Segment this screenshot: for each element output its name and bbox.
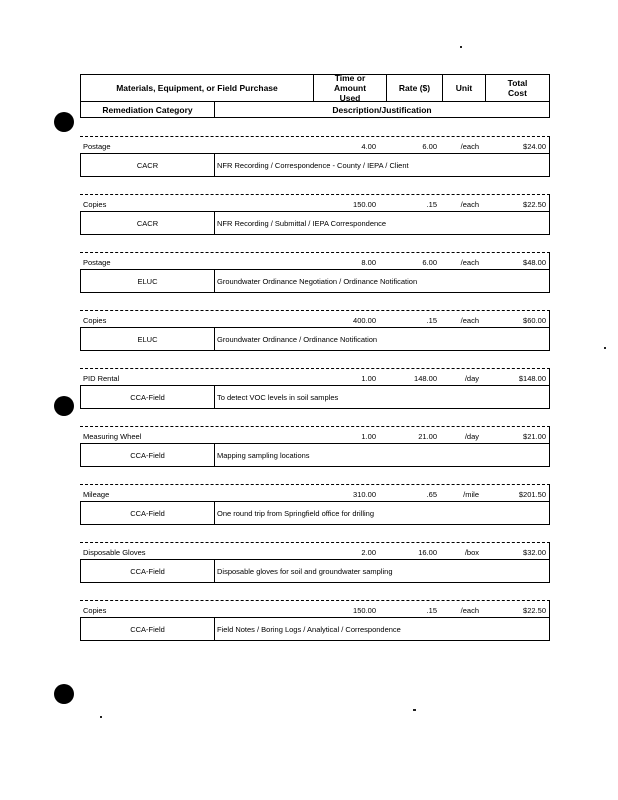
rate-value: .15 — [426, 200, 437, 209]
rate-value: 6.00 — [422, 258, 437, 267]
total-cost: $201.50 — [518, 490, 546, 499]
total-cost: $32.00 — [523, 548, 546, 557]
amount-used: 1.00 — [361, 374, 376, 383]
description: Groundwater Ordinance Negotiation / Ordinance Notification — [217, 277, 418, 286]
total-cost: $21.00 — [523, 432, 546, 441]
punch-hole-bottom — [54, 684, 74, 704]
remediation-category: CCA-Field — [130, 567, 165, 576]
remediation-category: CACR — [136, 219, 159, 228]
unit-value: /each — [460, 200, 479, 209]
punch-hole-top — [54, 112, 74, 132]
rate-value: 21.00 — [418, 432, 437, 441]
line-item — [80, 600, 550, 646]
unit-value: /mile — [463, 490, 479, 499]
item-name: Postage — [83, 142, 111, 151]
punch-hole-middle — [54, 396, 74, 416]
header-time: Time or Amount Used — [333, 73, 367, 103]
total-cost: $22.50 — [523, 200, 546, 209]
line-item — [80, 542, 550, 588]
total-cost: $48.00 — [523, 258, 546, 267]
item-name: Copies — [83, 200, 107, 209]
unit-value: /each — [460, 142, 479, 151]
item-name: Copies — [83, 606, 107, 615]
line-item — [80, 368, 550, 414]
amount-used: 8.00 — [361, 258, 376, 267]
total-cost: $60.00 — [523, 316, 546, 325]
description: Disposable gloves for soil and groundwater sampling — [217, 567, 393, 576]
total-cost: $24.00 — [523, 142, 546, 151]
header-materials: Materials, Equipment, or Field Purchase — [116, 83, 278, 93]
header-rate: Rate ($) — [398, 83, 431, 93]
amount-used: 2.00 — [361, 548, 376, 557]
header-total: Total Cost — [507, 78, 528, 98]
remediation-category: CCA-Field — [130, 625, 165, 634]
description: NFR Recording / Submittal / IEPA Correspondence — [217, 219, 387, 228]
unit-value: /each — [460, 258, 479, 267]
remediation-category: ELUC — [137, 335, 158, 344]
line-item — [80, 484, 550, 530]
total-cost: $148.00 — [518, 374, 546, 383]
rate-value: .15 — [426, 606, 437, 615]
item-name: PID Rental — [83, 374, 120, 383]
amount-used: 400.00 — [353, 316, 376, 325]
description: One round trip from Springfield office for drilling — [217, 509, 375, 518]
rate-value: .65 — [426, 490, 437, 499]
unit-value: /day — [464, 432, 479, 441]
line-item — [80, 310, 550, 356]
amount-used: 310.00 — [353, 490, 376, 499]
item-name: Disposable Gloves — [83, 548, 146, 557]
header-description: Description/Justification — [332, 104, 432, 115]
description: Groundwater Ordinance / Ordinance Notification — [217, 335, 378, 344]
description: Field Notes / Boring Logs / Analytical / Correspondence — [217, 625, 401, 634]
line-item — [80, 252, 550, 298]
line-item — [80, 136, 550, 182]
total-cost: $22.50 — [523, 606, 546, 615]
description: Mapping sampling locations — [217, 451, 310, 460]
header-category: Remediation Category — [102, 104, 193, 115]
table-header — [80, 74, 550, 118]
rate-value: 16.00 — [418, 548, 437, 557]
description: To detect VOC levels in soil samples — [217, 393, 339, 402]
item-name: Mileage — [83, 490, 110, 499]
amount-used: 150.00 — [353, 606, 376, 615]
rate-value: 148.00 — [414, 374, 437, 383]
line-item — [80, 426, 550, 472]
amount-used: 1.00 — [361, 432, 376, 441]
remediation-category: CCA-Field — [130, 393, 165, 402]
rate-value: .15 — [426, 316, 437, 325]
item-name: Postage — [83, 258, 111, 267]
remediation-category: CACR — [136, 161, 159, 170]
unit-value: /day — [464, 374, 479, 383]
item-name: Measuring Wheel — [83, 432, 142, 441]
header-unit: Unit — [455, 83, 473, 93]
line-item — [80, 194, 550, 240]
unit-value: /box — [464, 548, 479, 557]
description: NFR Recording / Correspondence - County / IEPA / Client — [217, 161, 409, 170]
rate-value: 6.00 — [422, 142, 437, 151]
remediation-category: CCA-Field — [130, 451, 165, 460]
amount-used: 4.00 — [361, 142, 376, 151]
amount-used: 150.00 — [353, 200, 376, 209]
remediation-category: ELUC — [137, 277, 158, 286]
remediation-category: CCA-Field — [130, 509, 165, 518]
item-name: Copies — [83, 316, 107, 325]
unit-value: /each — [460, 606, 479, 615]
unit-value: /each — [460, 316, 479, 325]
